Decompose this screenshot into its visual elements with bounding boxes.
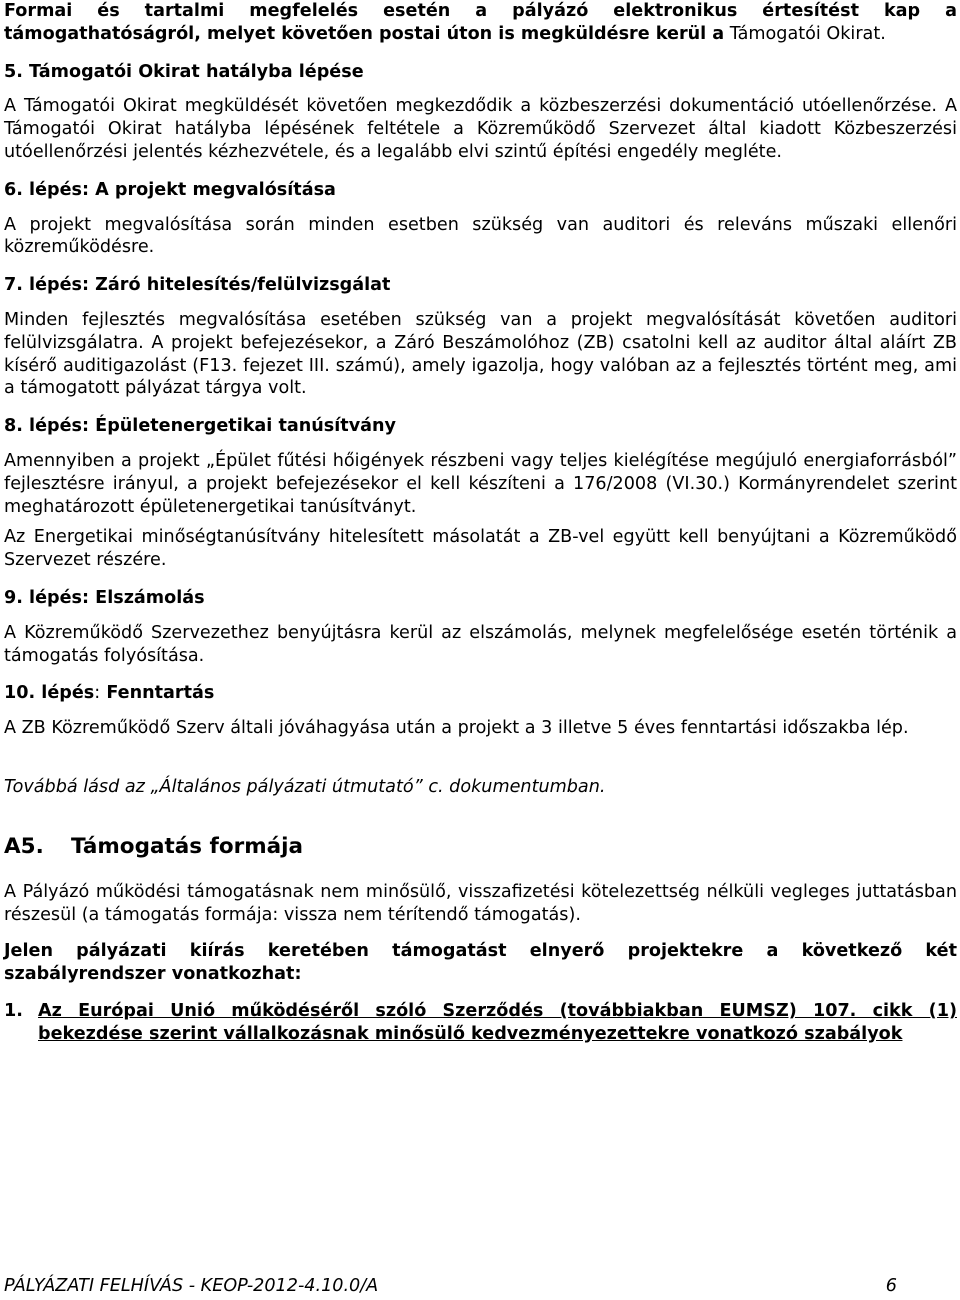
step10-heading-colon: : (94, 683, 101, 704)
section-a5-bold-text: Jelen pályázati kiírás keretében támogatást elnyerő projektekre a következő két szabályrendszer vonatkozhat: (4, 941, 957, 985)
step7-heading: 7. lépés: Záró hitelesítés/felülvizsgálat (4, 275, 391, 296)
step6-text: A projekt megvalósítása során minden esetben szükség van auditori és releváns műszaki ellenőri közreműködésre. (4, 214, 957, 258)
intro-bold-text: Formai és tartalmi megfelelés esetén a pályázó elektronikus értesítést kap a támogathatóságról, melyet követően postai úton is megküldésre kerül a (4, 1, 957, 44)
step5-heading: 5. Támogatói Okirat hatályba lépése (4, 61, 364, 82)
section-a5-number: A5. (4, 833, 44, 859)
footer-title: PÁLYÁZATI FELHÍVÁS - KEOP-2012-4.10.0/A (4, 1276, 379, 1296)
step10-heading-rest: Fenntartás (100, 683, 215, 704)
list-item (4, 1000, 957, 1046)
section-a5-text: A Pályázó működési támogatásnak nem minősülő, visszafizetési kötelezettség nélküli vegleges juttatásban részesül (a támogatás formája: vissza nem térítendő támogatás). (4, 881, 957, 925)
section-a5-heading (4, 833, 957, 861)
step8-text-2: Az Energetikai minőségtanúsítvány hitelesített másolatát a ZB-vel együtt kell benyújtani a Közreműködő Szervezet részére. (4, 527, 957, 571)
step10-heading-bold: 10. lépés (4, 683, 95, 704)
page-footer (4, 1276, 897, 1296)
intro-paragraph (4, 0, 957, 46)
step5-text: A Támogatói Okirat megküldését követően megkezdődik a közbeszerzési dokumentáció utóellenőrzése. A Támogatói Okirat hatályba lépésének feltétele a Közreműködő Szervezet által kiadott Közbeszerzési utóellenőrzési jelentés kézhezvétele, és a legalább elvi szintű építési engedély megléte. (4, 96, 957, 162)
step10-text: A ZB Közreműködő Szerv általi jóváhagyása után a projekt a 3 illetve 5 éves fenntartási időszakba lép. (4, 718, 909, 739)
step10-heading (4, 682, 957, 705)
list-item-text: Az Európai Unió működéséről szóló Szerződés (továbbiakban EUMSZ) 107. cikk (1) bekezdése szerint vállalkozásnak minősülő kedvezményezettekre vonatkozó szabályok (38, 1000, 957, 1044)
step9-heading: 9. lépés: Elszámolás (4, 587, 205, 608)
step8-heading: 8. lépés: Épületenergetikai tanúsítvány (4, 416, 397, 437)
intro-normal-text: Támogatói Okirat. (724, 23, 886, 44)
step8-text-1: Amennyiben a projekt „Épület fűtési hőigények részbeni vagy teljes kielégítése megújuló energiaforrásból” fejlesztésre irányul, a projekt befejezésekor el kell készíteni a 176/2008 (VI.30.) Kormányrendelet szerint meghatározott épületenergetikai tanúsítványt. (4, 450, 957, 517)
page-number: 6 (885, 1276, 897, 1296)
further-reference: Továbbá lásd az „Általános pályázati útmutató” c. dokumentumban. (4, 776, 606, 797)
step9-text: A Közreműködő Szervezethez benyújtásra kerül az elszámolás, melynek megfelelősége esetén történik a támogatás folyósítása. (4, 622, 957, 666)
step6-heading: 6. lépés: A projekt megvalósítása (4, 179, 336, 200)
section-a5-title: Támogatás formája (71, 833, 304, 859)
document-page (4, 0, 957, 1046)
list-item-number: 1. (4, 1000, 23, 1021)
step7-text: Minden fejlesztés megvalósítása esetében szükség van a projekt megvalósítását követően auditori felülvizsgálatra. A projekt befejezésekor, a Záró Beszámolóhoz (ZB) csatolni kell az auditor által aláírt ZB kísérő auditigazolást (F13. fejezet III. számú), amely igazolja, hogy valóban az a fejlesztés történt meg, ami a támogatott pályázat tárgya volt. (4, 309, 957, 399)
